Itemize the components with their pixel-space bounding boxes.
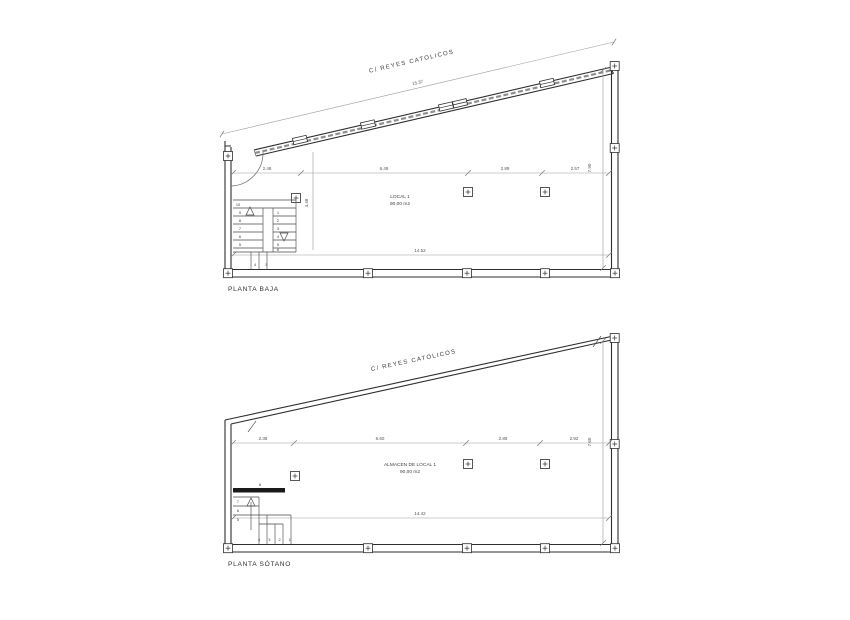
stair-step-number: 7 (236, 499, 240, 504)
room-area: 90,00 m2 (399, 470, 421, 475)
stair-zone-dim: 4.48 (304, 198, 309, 208)
width-dim: 2.89 (500, 166, 510, 171)
height-dim: 7.90 (587, 163, 592, 173)
column-marker (463, 544, 472, 553)
glazed-facade-hatch (255, 70, 613, 153)
exterior-walls (225, 335, 618, 552)
column-marker (610, 62, 619, 71)
exterior-walls (225, 64, 618, 277)
stair-step-number: 5 (238, 242, 242, 247)
stair-step-number: 7 (238, 226, 242, 231)
stair-lower-step-numbers: 4 3 (254, 262, 272, 267)
width-dim: 2.92 (569, 436, 579, 441)
stair-basement (233, 482, 294, 545)
column-marker (610, 144, 619, 153)
stair-step-number: 6 (238, 234, 242, 239)
plan-title: PLANTA SÓTANO (228, 561, 292, 568)
stair-step-number: 5 (276, 242, 280, 247)
column-marker (610, 334, 619, 343)
column-marker (541, 544, 550, 553)
stair-step-number: 9 (238, 210, 242, 215)
room-name: LOCAL 1 (390, 195, 410, 200)
inner-width-dim: 14.42 (414, 511, 426, 516)
column-marker (224, 544, 233, 553)
room-area: 90,00 m2 (389, 202, 411, 207)
dim-tick (611, 39, 618, 46)
column-marker (611, 269, 620, 278)
column-marker (541, 460, 550, 469)
inner-width-dim: 14.52 (414, 248, 426, 253)
plan-planta-sotano (224, 334, 620, 569)
column-marker (464, 188, 473, 197)
stair-step-number: 1 (276, 210, 280, 215)
facade-mullion (360, 120, 375, 129)
plan-planta-baja (219, 39, 620, 293)
stair-step-number: 6 (276, 247, 280, 252)
stair-treads (233, 200, 296, 269)
facade-mullion (438, 102, 453, 111)
width-dim: 2.48 (262, 166, 272, 171)
stair-step-number: 2 (276, 218, 280, 223)
stair-ground-floor (233, 200, 296, 269)
street-label: C/ REYES CATOLICOS (370, 349, 458, 374)
column-marker (463, 269, 472, 278)
column-marker (541, 269, 550, 278)
height-dim: 7.60 (587, 437, 592, 447)
stair-landing-edge (233, 488, 285, 493)
stair-step-number: 5 (236, 517, 240, 522)
column-marker (541, 188, 550, 197)
facade-dimension: 15.37 (411, 78, 424, 87)
width-dim: 2.57 (570, 166, 580, 171)
room-name: ALMACEN DE LOCAL 1 (383, 463, 437, 468)
street-label: C/ REYES CATOLICOS (368, 49, 455, 75)
column-marker (224, 269, 233, 278)
plan-title: PLANTA BAJA (228, 286, 279, 293)
stair-step-number: 8 (258, 482, 262, 487)
width-dim: 2.89 (498, 436, 508, 441)
column-marker (464, 460, 473, 469)
width-dim: 6.60 (375, 436, 385, 441)
column-marker (224, 152, 233, 161)
dim-tick (219, 131, 226, 138)
facade-mullion (539, 78, 554, 87)
width-dim: 2.38 (258, 436, 268, 441)
column-marker (364, 544, 373, 553)
stair-step-number: 8 (238, 218, 242, 223)
stair-lower-step-numbers: 4 3 2 1 (258, 537, 295, 542)
column-marker (364, 269, 373, 278)
facade-mullion (292, 135, 307, 144)
stair-step-number: 4 (276, 234, 280, 239)
stair-step-number: 10 (235, 202, 241, 207)
width-dim: 6.49 (379, 166, 389, 171)
stair-step-number: 6 (236, 508, 240, 513)
stair-step-number: 3 (276, 226, 280, 231)
column-marker (611, 544, 620, 553)
facade-mullion (452, 99, 467, 108)
column-marker (291, 472, 300, 481)
